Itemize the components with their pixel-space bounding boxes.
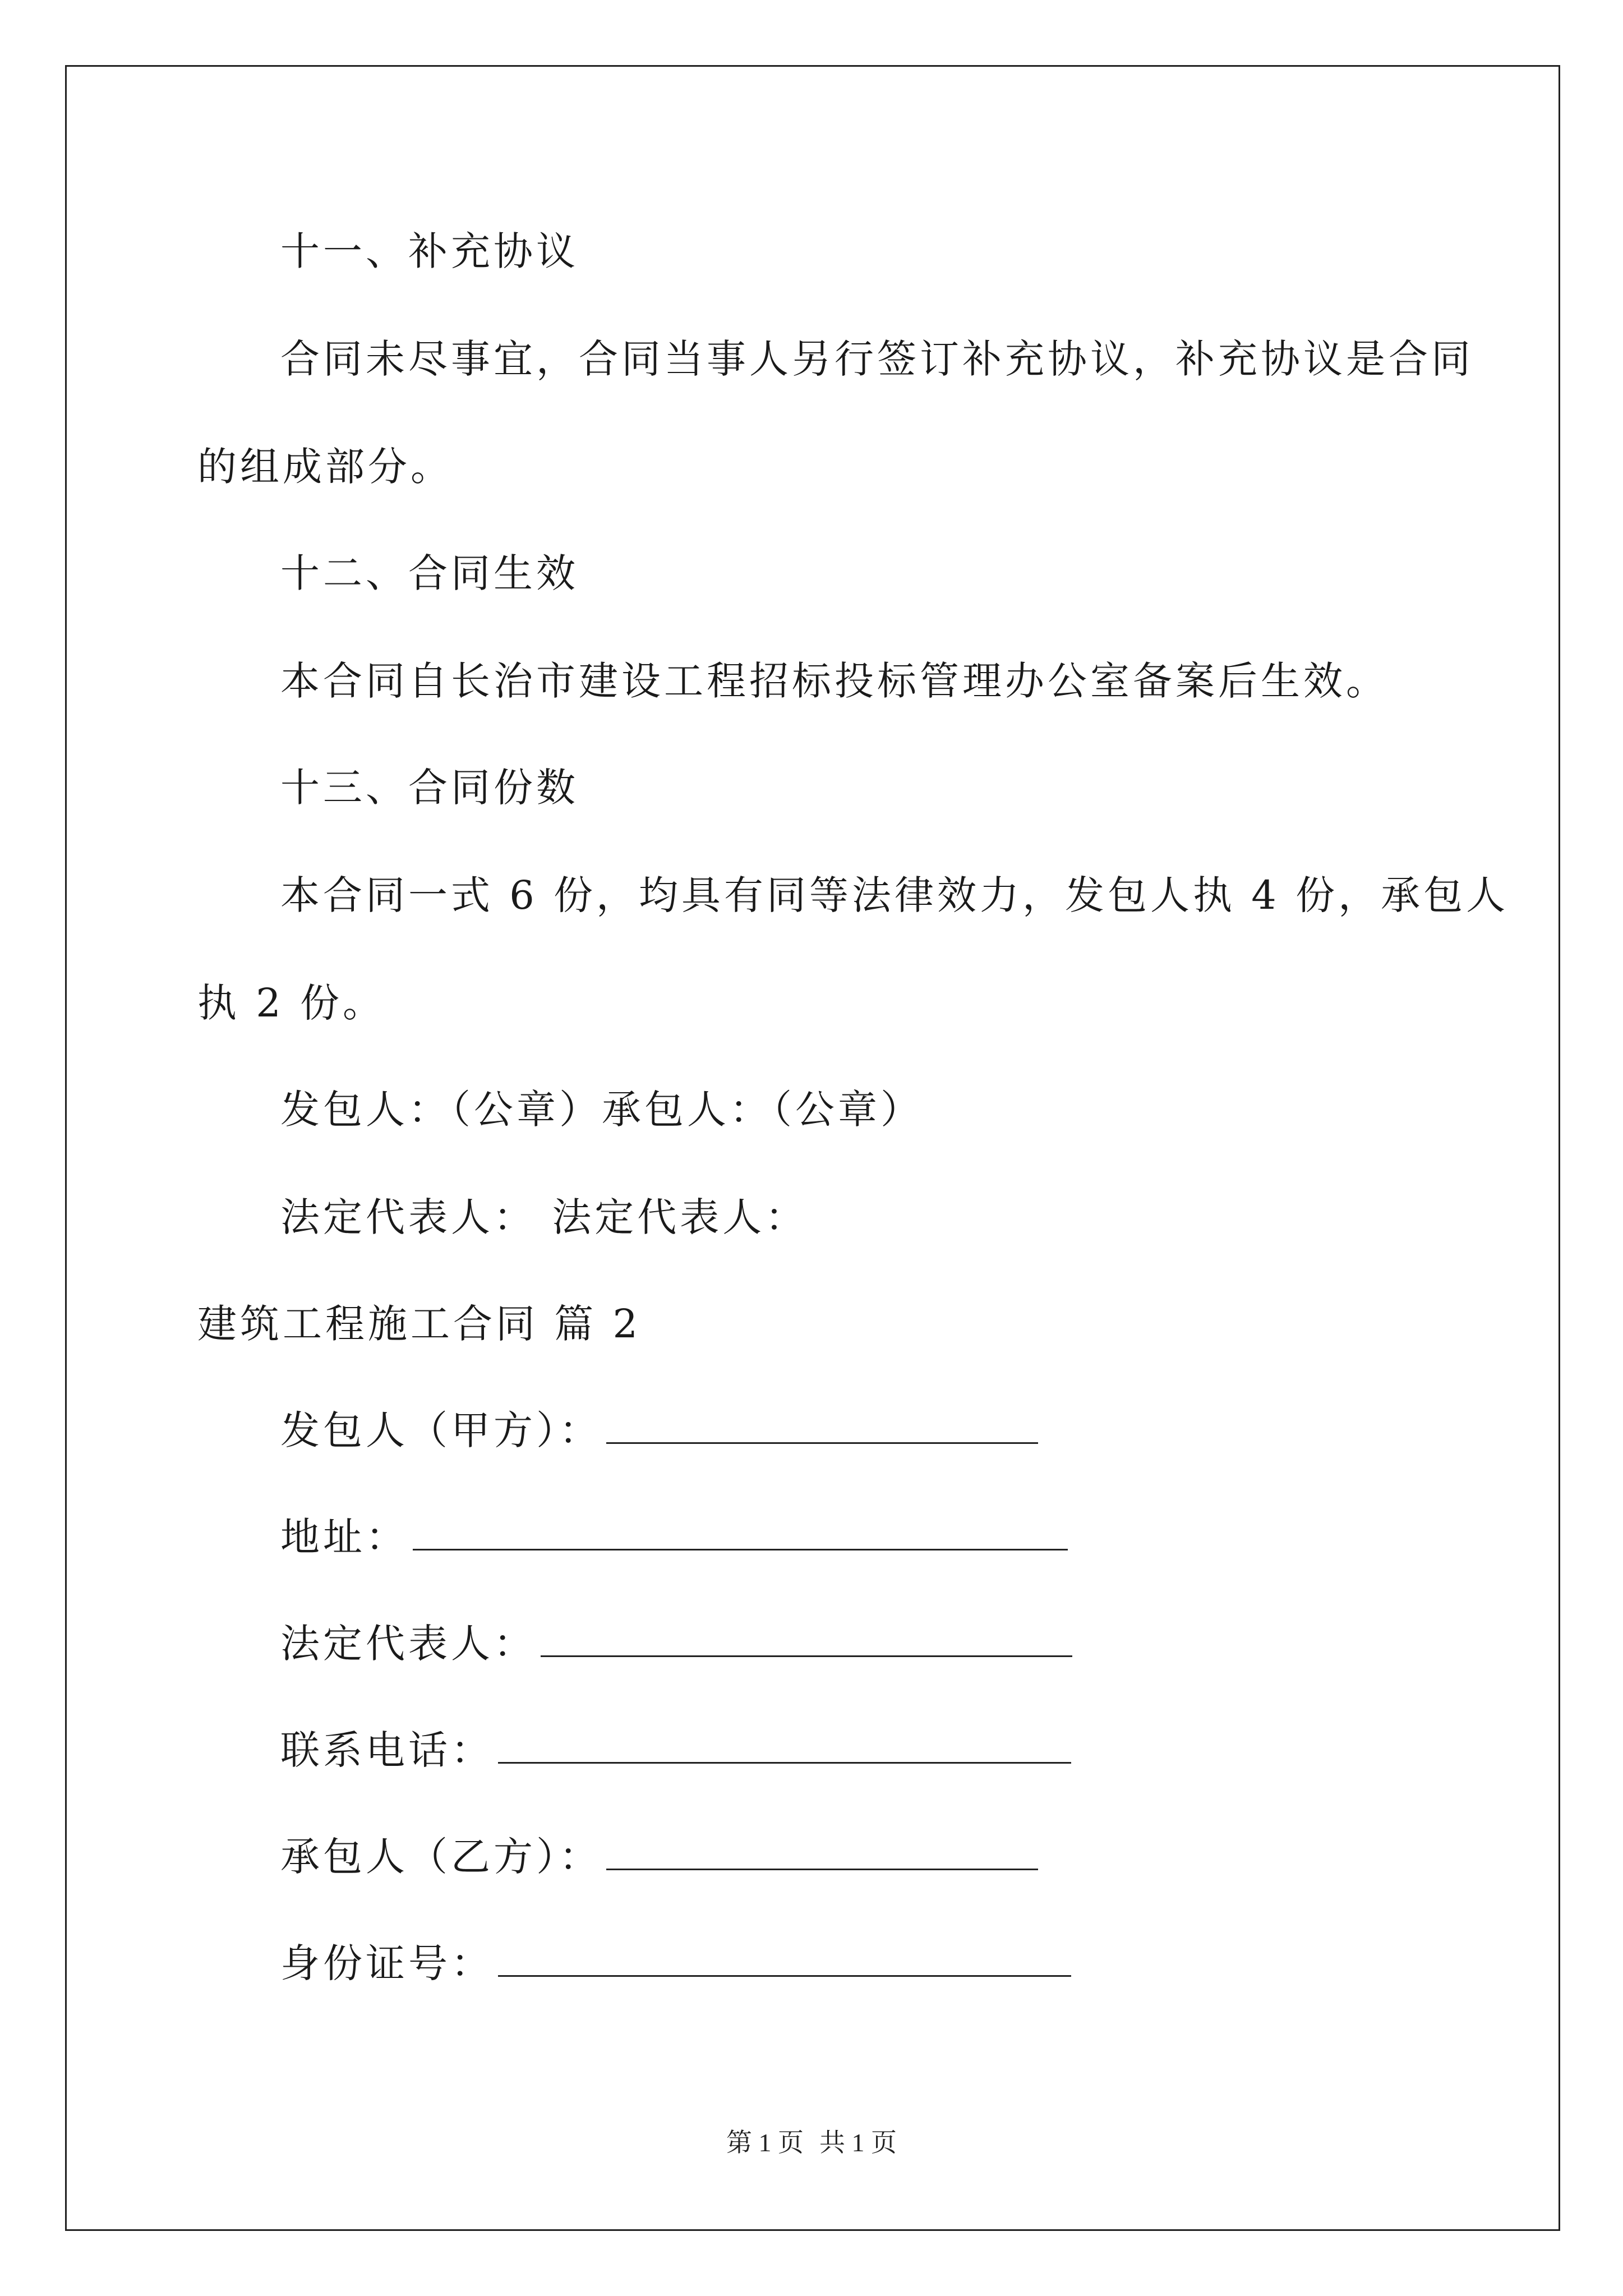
fill-in-blank[interactable] xyxy=(606,1407,1038,1444)
paragraph-text: 的组成部分。 xyxy=(197,444,453,490)
field-row xyxy=(280,1616,1072,1672)
fill-in-blank[interactable] xyxy=(498,1940,1071,1977)
section-heading-effect: 十二、合同生效 xyxy=(280,550,579,596)
field-label: 身份证号： xyxy=(280,1940,494,1986)
field-row xyxy=(280,1935,1071,1991)
section-heading-supplement: 十一、补充协议 xyxy=(280,228,579,274)
page-footer xyxy=(0,2126,1623,2160)
fill-in-blank[interactable] xyxy=(541,1621,1072,1657)
paragraph-text: 合同未尽事宜，合同当事人另行签订补充协议，补充协议是合同 xyxy=(280,336,1474,382)
contract-title: 建筑工程施工合同 篇 2 xyxy=(197,1301,642,1347)
field-label: 联系电话： xyxy=(280,1727,494,1773)
paragraph-text: 执 2 份。 xyxy=(197,980,386,1026)
fill-in-blank[interactable] xyxy=(606,1834,1038,1870)
field-label: 发包人（甲方）： xyxy=(280,1407,602,1453)
field-label: 法定代表人： xyxy=(280,1621,536,1667)
fill-in-blank[interactable] xyxy=(498,1727,1071,1764)
paragraph-text: 本合同一式 6 份，均具有同等法律效力，发包人执 4 份，承包人 xyxy=(280,872,1509,918)
fill-in-blank[interactable] xyxy=(413,1514,1068,1550)
field-row xyxy=(280,1509,1068,1565)
field-label: 承包人（乙方）： xyxy=(280,1834,602,1880)
representative-line: 法定代表人： 法定代表人： xyxy=(280,1194,808,1240)
field-row xyxy=(280,1402,1038,1458)
page-number: 第 1 页 xyxy=(726,2128,804,2157)
field-row xyxy=(280,1722,1071,1778)
field-row xyxy=(280,1829,1038,1885)
section-heading-copies: 十三、合同份数 xyxy=(280,765,579,811)
signature-line: 发包人：（公章）承包人：（公章） xyxy=(280,1087,923,1133)
page-border xyxy=(65,65,1560,2231)
paragraph-text: 本合同自长治市建设工程招标投标管理办公室备案后生效。 xyxy=(280,658,1389,704)
page-total: 共 1 页 xyxy=(819,2128,897,2157)
field-label: 地址： xyxy=(280,1514,408,1560)
